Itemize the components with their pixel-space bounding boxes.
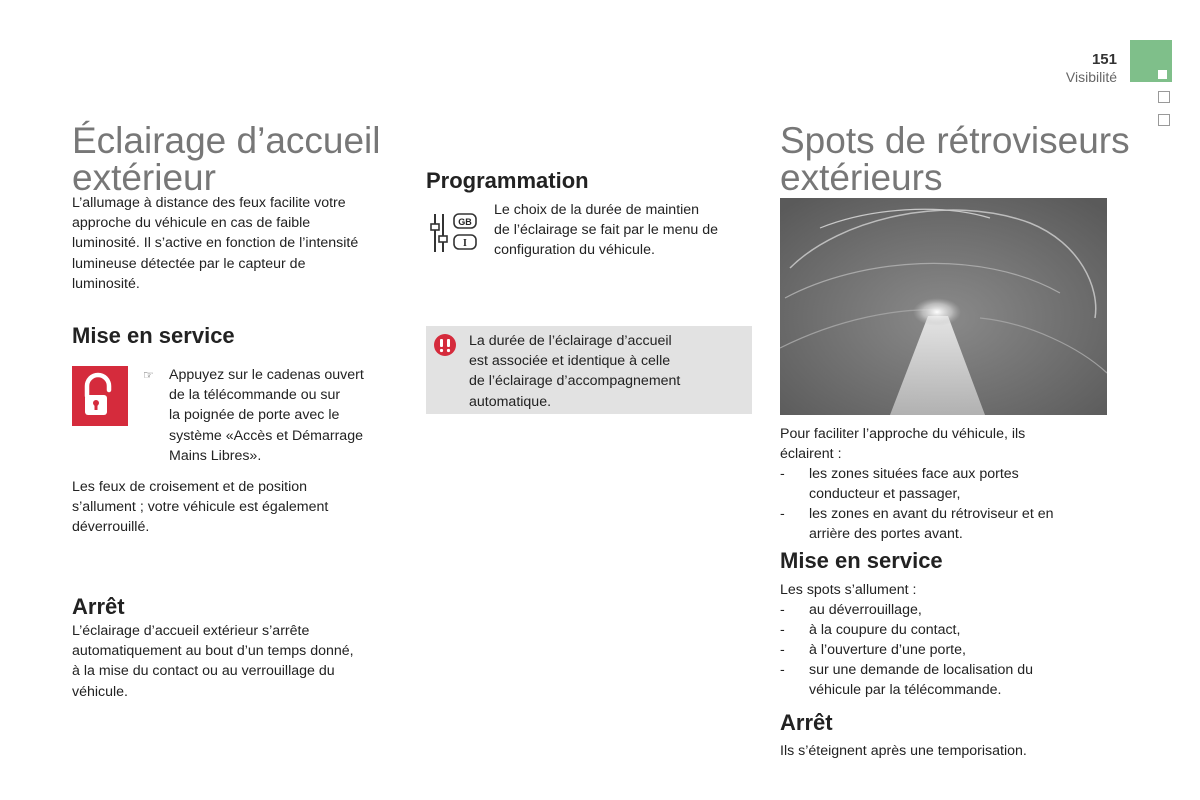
- unlock-padlock-icon: [72, 366, 128, 426]
- mise-en-service-heading: Mise en service: [72, 323, 235, 348]
- svg-text:GB: GB: [458, 217, 472, 227]
- list-item: - au déverrouillage,: [780, 602, 922, 618]
- arret-heading: Arrêt: [72, 594, 125, 619]
- mise-result-paragraph: Les feux de croisement et de position s’allument ; votre véhicule est également déverrouillé.: [72, 479, 329, 536]
- section-name: Visibilité: [1065, 69, 1117, 85]
- right-intro: Pour faciliter l’approche du véhicule, ils éclairent :: [780, 426, 1026, 463]
- list-item: - les zones en avant du rétroviseur et en arrière des portes avant.: [780, 506, 1054, 543]
- programmation-heading: Programmation: [426, 168, 589, 193]
- list-item: - à l’ouverture d’une porte,: [780, 642, 966, 658]
- right-mise-en-service-heading: Mise en service: [780, 548, 943, 573]
- programmation-paragraph: Le choix de la durée de maintien de l’éclairage se fait par le menu de configuration du véhicule.: [494, 202, 718, 259]
- spots-intro: Les spots s’allument :: [780, 582, 917, 598]
- svg-text:I: I: [463, 238, 467, 249]
- page-number: 151: [1091, 51, 1117, 68]
- intro-paragraph: L’allumage à distance des feux facilite votre approche du véhicule en cas de faible luminosité. Il s’active en fonction de l’intensité lumineuse détectée par le capteur de luminosité.: [72, 195, 359, 292]
- chapter-tab: [1158, 114, 1170, 126]
- list-item: - les zones situées face aux portes conducteur et passager,: [780, 466, 1019, 503]
- settings-menu-icon: [430, 212, 480, 254]
- pointing-hand-icon: ☞: [143, 368, 154, 382]
- list-item: - à la coupure du contact,: [780, 622, 961, 638]
- right-arret-heading: Arrêt: [780, 710, 833, 735]
- list-item: - sur une demande de localisation du véhicule par la télécommande.: [780, 662, 1034, 699]
- chapter-tab: [1158, 91, 1170, 103]
- spots-list: [780, 600, 1100, 702]
- right-title: Spots de rétroviseurs extérieurs: [780, 120, 1130, 198]
- warning-icon: [434, 334, 456, 356]
- main-title: Éclairage d’accueil extérieur: [72, 120, 381, 198]
- chapter-tab-active: [1130, 40, 1172, 82]
- mirror-spotlight-illustration: [780, 198, 1107, 415]
- mise-instruction: Appuyez sur le cadenas ouvert de la télécommande ou sur la poignée de porte avec le système «Accès et Démarrage Mains Libres».: [169, 367, 364, 464]
- zones-list: [780, 464, 1100, 546]
- note-text: La durée de l’éclairage d’accueil est associée et identique à celle de l’éclairage d’accompagnement automatique.: [469, 333, 681, 410]
- right-arret-paragraph: Ils s’éteignent après une temporisation.: [780, 743, 1027, 759]
- arret-paragraph: L’éclairage d’accueil extérieur s’arrête automatiquement au bout d’un temps donné, à la mise du contact ou au verrouillage du véhicule.: [72, 623, 354, 700]
